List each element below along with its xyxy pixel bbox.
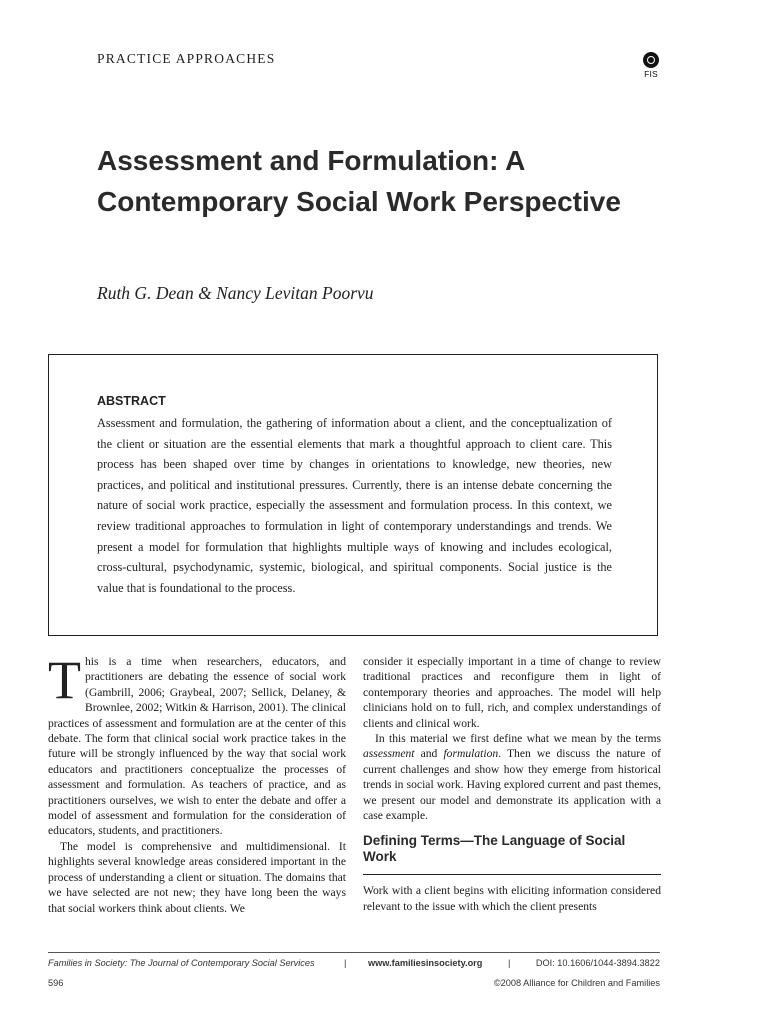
emphasized-term: assessment xyxy=(363,747,415,761)
journal-website-link[interactable]: www.familiesinsociety.org xyxy=(368,958,483,968)
body-paragraph xyxy=(48,650,346,839)
paragraph-text: . Then we discuss the nature of current challenges and show how they emerge from historical trends in social work. Having explored current and past themes, we present our model and demonstrate its application with a case example. xyxy=(363,747,661,823)
article-authors: Ruth G. Dean & Nancy Levitan Poorvu xyxy=(97,283,374,303)
doi: DOI: 10.1606/1044-3894.3822 xyxy=(535,958,660,968)
body-column-left xyxy=(48,650,346,916)
publisher-logo xyxy=(641,52,661,79)
logo-text: FIS xyxy=(644,69,658,79)
paragraph-text: In this material we first define what we mean by the terms xyxy=(375,732,661,746)
article-title: Assessment and Formulation: A Contemporary Social Work Perspective xyxy=(97,145,621,217)
section-label: PRACTICE APPROACHES xyxy=(97,51,276,66)
body-paragraph: consider it especially important in a time of change to review traditional practices and reconfigure them in light of contemporary theories and approaches. The model will help clinicians hold on to full, rich, and complex understandings of clients and clinical work. xyxy=(363,655,661,730)
drop-cap: T xyxy=(48,650,81,710)
emphasized-term: formulation xyxy=(443,747,499,761)
footer-separator: | xyxy=(508,958,511,968)
footer xyxy=(48,958,660,972)
journal-name: Families in Society: The Journal of Contemporary Social Services xyxy=(48,958,315,968)
paragraph-text: and xyxy=(414,747,444,761)
page-number: 596 xyxy=(48,978,64,988)
abstract-heading: ABSTRACT xyxy=(97,394,166,408)
body-column-right xyxy=(363,654,661,914)
copyright: ©2008 Alliance for Children and Families xyxy=(493,978,660,988)
section-heading: Defining Terms—The Language of Social Work xyxy=(363,833,661,875)
body-paragraph: The model is comprehensive and multidimensional. It highlights several knowledge areas considered important in the process of understanding a client or situation. The domains that we have selected are not new; they have long been the ways that social workers think about clients. We xyxy=(48,839,346,915)
footer-separator: | xyxy=(344,958,347,968)
fis-logo-icon xyxy=(643,52,659,68)
footer-divider xyxy=(48,952,660,953)
abstract-text: Assessment and formulation, the gathering of information about a client, and the conceptualization of the client or situation are the essential elements that mark a thoughtful approach to client care. This process has been shaped over time by changes in orientations to knowledge, new theories, new practices, and political and institutional pressures. Currently, there is an intense debate concerning the nature of social work practice, especially the assessment and formulation process. In this context, we review traditional approaches to formulation in light of contemporary understandings and trends. We present a model for formulation that highlights multiple ways of knowing and includes ecological, cross-cultural, psychodynamic, systemic, biological, and spiritual components. Social justice is the value that is foundational to the process. xyxy=(97,416,612,595)
body-paragraph xyxy=(363,731,661,823)
paragraph-text: his is a time when researchers, educators, and practitioners are debating the essence of social work (Gambrill, 2006; Graybeal, 2007; Sellick, Delaney, & Brownlee, 2002; Witkin & Harrison, 2001). The clinical practices of assessment and formulation are at the center of this debate. The form that clinical social work practice takes in the future will be strongly influenced by the way that social work educators and practitioners conceptualize the processes of assessment and formulation. As teachers of practice, and as practitioners ourselves, we wish to enter the debate and offer a model of assessment and formulation for the consideration of educators, students, and practitioners. xyxy=(48,655,346,838)
body-paragraph: Work with a client begins with eliciting information considered relevant to the issue with which the client presents xyxy=(363,884,661,913)
